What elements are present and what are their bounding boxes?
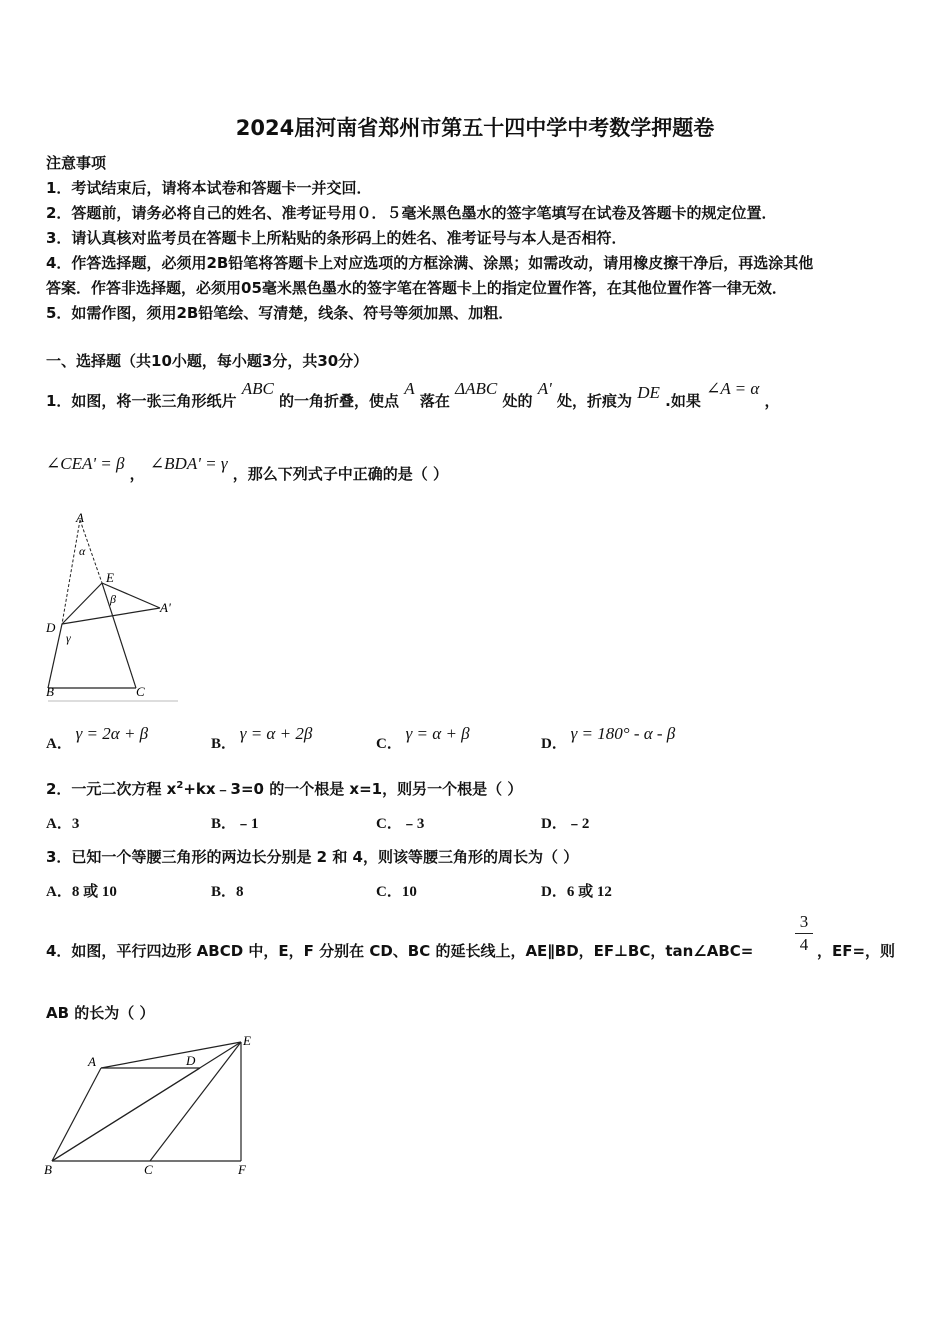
q1-math: ∠BDA' = γ <box>149 454 228 473</box>
label-B: B <box>46 684 54 699</box>
q1-triangle-figure <box>38 508 188 708</box>
notice-item: 3．请认真核对监考员在答题卡上所粘贴的条形码上的姓名、准考证号与本人是否相符． <box>46 229 627 247</box>
segment-AB <box>52 1068 101 1161</box>
label-A: A <box>88 1054 96 1069</box>
q4-stem-end: ，EF=，则 <box>817 942 896 960</box>
q2-option-c[interactable]: C．﹣3 <box>376 816 425 832</box>
q3-option-a[interactable]: A．8 或 10 <box>46 884 117 900</box>
label-E: E <box>106 570 114 585</box>
label-A-prime: A' <box>160 600 171 615</box>
label-E: E <box>243 1033 251 1048</box>
fraction-bar <box>795 933 813 934</box>
label-A: A <box>76 510 84 525</box>
q1-math: ∠A = α <box>706 379 760 398</box>
fraction-numerator: 3 <box>799 912 809 931</box>
q2-option-b[interactable]: B．﹣1 <box>211 816 259 832</box>
page-title: 2024届河南省郑州市第五十四中学中考数学押题卷 <box>235 116 715 140</box>
q1-option-c[interactable]: C． γ = α + β <box>376 724 470 752</box>
notice-item: 5．如需作图，须用2B铅笔绘、写清楚，线条、符号等须加黑、加粗． <box>46 304 514 322</box>
q2-option-a[interactable]: A．3 <box>46 816 80 832</box>
label-C: C <box>144 1162 153 1177</box>
q1-math: DE <box>637 383 660 402</box>
q1-math: ∠CEA' = β <box>46 454 125 473</box>
q3-option-b[interactable]: B．8 <box>211 884 244 900</box>
q3-option-d[interactable]: D．6 或 12 <box>541 884 612 900</box>
label-alpha: α <box>79 544 86 558</box>
q1-option-a[interactable]: A． γ = 2α + β <box>46 724 149 752</box>
triangle-side <box>102 583 136 688</box>
q1-math: ΔABC <box>455 379 498 398</box>
notice-item: 4．作答选择题，必须用2B铅笔将答题卡上对应选项的方框涂满、涂黑；如需改动，请用橡皮擦干净后，再选涂其他 <box>46 254 814 272</box>
segment-CE <box>150 1042 241 1161</box>
q4-fraction <box>793 912 815 955</box>
label-B: B <box>44 1162 52 1177</box>
q4-stem: 4．如图，平行四边形 ABCD 中，E，F 分别在 CD、BC 的延长线上，AE∥BD，EF⊥BC，tan∠ABC= <box>46 942 754 960</box>
q4-parallelogram-figure <box>38 1030 268 1180</box>
q1-math: A <box>404 379 415 398</box>
q1-option-d[interactable]: D． γ = 180° - α - β <box>541 724 676 752</box>
notice-item: 答案．作答非选择题，必须用05毫米黑色墨水的签字笔在答题卡上的指定位置作答，在其他位置作答一律无效． <box>46 279 787 297</box>
section-heading: 一、选择题（共10小题，每小题3分，共30分） <box>46 352 369 370</box>
q2-option-d[interactable]: D．﹣2 <box>541 816 590 832</box>
label-C: C <box>136 684 145 699</box>
label-D: D <box>46 620 56 635</box>
fraction-denominator: 4 <box>799 935 809 954</box>
q3-option-c[interactable]: C．10 <box>376 884 417 900</box>
q3-stem: 3．已知一个等腰三角形的两边长分别是 2 和 4，则该等腰三角形的周长为（ ） <box>46 848 579 866</box>
label-F: F <box>238 1162 246 1177</box>
notice-item: 2．答题前，请务必将自己的姓名、准考证号用０．５毫米黑色墨水的签字笔填写在试卷及答题卡的规定位置． <box>46 204 777 222</box>
q4-stem-line2: AB 的长为（ ） <box>46 1004 155 1022</box>
q1-stem: 1．如图，将一张三角形纸片 ABC 的一角折叠，使点 A 落在 ΔABC 处的 A' 处，折痕为 DE .如果 ∠A = α ， <box>46 379 780 410</box>
label-gamma: γ <box>66 631 71 645</box>
q1-stem-line2: ∠CEA' = β ， ∠BDA' = γ ，那么下列式子中正确的是（ ） <box>46 454 448 483</box>
notice-item: 1．考试结束后，请将本试卷和答题卡一并交回． <box>46 179 372 197</box>
label-beta: β <box>110 592 116 606</box>
notice-heading: 注意事项 <box>46 154 107 172</box>
q1-option-b[interactable]: B． γ = α + 2β <box>211 724 313 752</box>
q2-stem: 2．一元二次方程 $x^2+kx﹣3=0$ 的一个根是 x=1，则另一个根是（ ） <box>46 780 523 798</box>
q1-math: A' <box>537 379 552 398</box>
q1-math: ABC <box>241 379 274 398</box>
label-D: D <box>186 1053 196 1068</box>
